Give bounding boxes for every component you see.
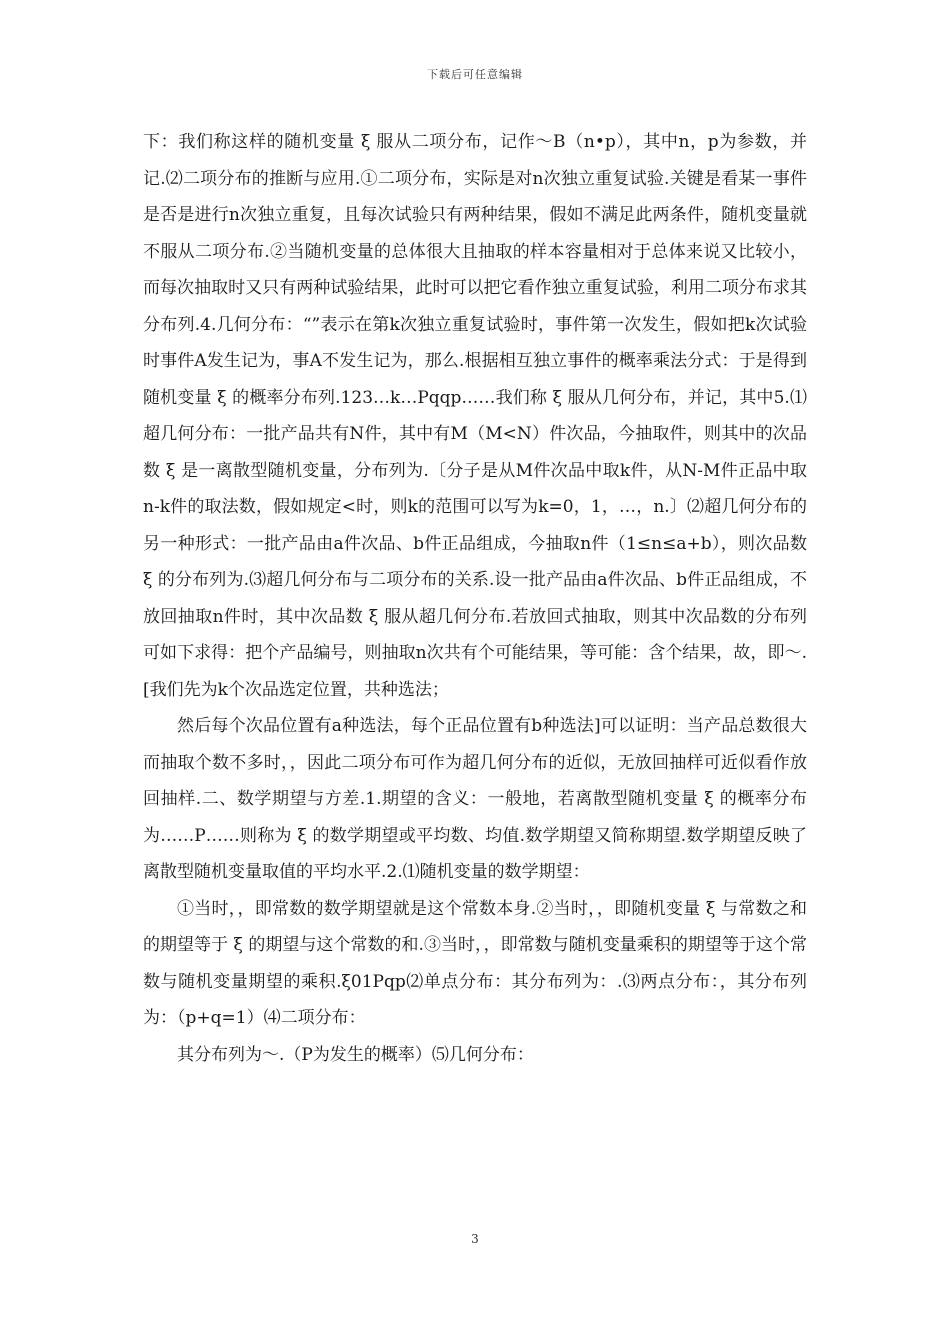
page-header: 下载后可任意编辑 [427, 68, 523, 81]
body-text [143, 124, 807, 1073]
paragraph: 其分布列为～.（P为发生的概率）⑸几何分布： [177, 1044, 534, 1065]
paragraph: ①当时，，即常数的数学期望就是这个常数本身.②当时，，即随机变量 ξ 与常数之和的期望等于 ξ 的期望与这个常数的和.③当时，，即常数与随机变量乘积的期望等于这个常数与随机变量期望的乘积.ξ01Pqp⑵单点分布：其分布列为：.⑶两点分布：，其分布列为：（p+q=1）⑷二项分布： [143, 898, 807, 1028]
paragraph: 然后每个次品位置有a种选法，每个正品位置有b种选法]可以证明：当产品总数很大而抽取个数不多时，，因此二项分布可作为超几何分布的近似，无放回抽样可近似看作放回抽样.二、数学期望与方差.1.期望的含义：一般地，若离散型随机变量 ξ 的概率分布为……P……则称为 ξ 的数学期望或平均数、均值.数学期望又简称期望.数学期望反映了离散型随机变量取值的平均水平.2.⑴随机变量的数学期望： [143, 716, 807, 882]
page-number: 3 [471, 1232, 479, 1246]
paragraph: 下：我们称这样的随机变量 ξ 服从二项分布，记作～B（n•p），其中n，p为参数，并记.⑵二项分布的推断与应用.①二项分布，实际是对n次独立重复试验.关键是看某一事件是否是进行n次独立重复，且每次试验只有两种结果，假如不满足此两条件，随机变量就不服从二项分布.②当随机变量的总体很大且抽取的样本容量相对于总体来说又比较小，而每次抽取时又只有两种试验结果，此时可以把它看作独立重复试验，利用二项分布求其分布列.4.几何分布：“”表示在第k次独立重复试验时，事件第一次发生，假如把k次试验时事件A发生记为，事A不发生记为，那么.根据相互独立事件的概率乘法分式：于是得到随机变量 ξ 的概率分布列.123…k…Pqqp……我们称 ξ 服从几何分布，并记，其中5.⑴超几何分布：一批产品共有N件，其中有M（M<N）件次品，今抽取件，则其中的次品数 ξ 是一离散型随机变量，分布列为.〔分子是从M件次品中取k件，从N-M件正品中取n-k件的取法数，假如规定<时，则k的范围可以写为k=0，1，…，n.〕⑵超几何分布的另一种形式：一批产品由a件次品、b件正品组成，今抽取n件（1≤n≤a+b），则次品数 ξ 的分布列为.⑶超几何分布与二项分布的关系.设一批产品由a件次品、b件正品组成，不放回抽取n件时，其中次品数 ξ 服从超几何分布.若放回式抽取，则其中次品数的分布列可如下求得：把个产品编号，则抽取n次共有个可能结果，等可能：含个结果，故，即～.[我们先为k个次品选定位置，共种选法； [143, 132, 807, 700]
